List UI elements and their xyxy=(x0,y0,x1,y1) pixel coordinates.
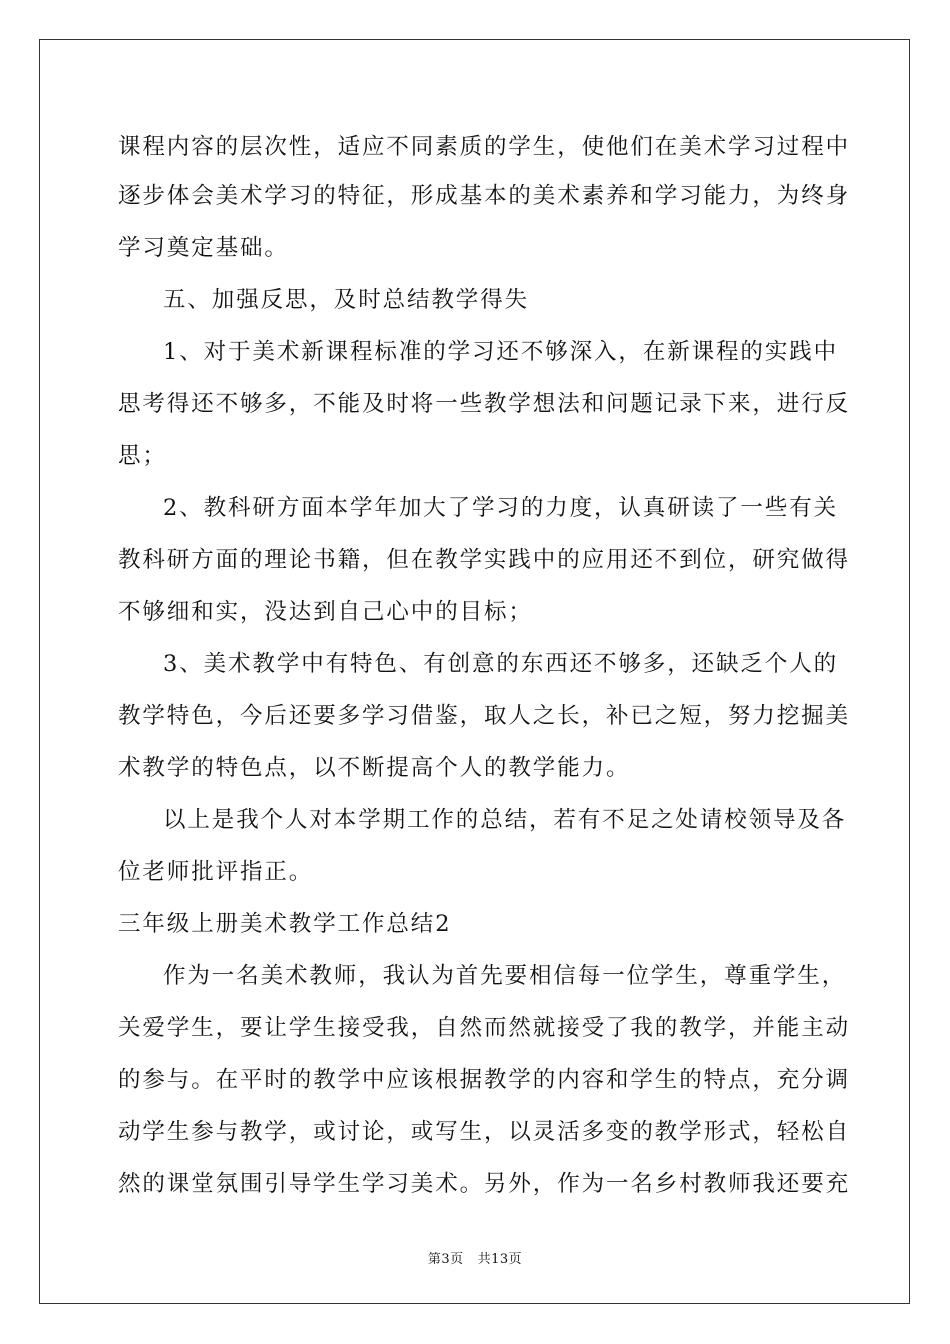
section-heading: 五、加强反思，及时总结教学得失 xyxy=(163,287,530,313)
text-line: 2、教科研方面本学年加大了学习的力度，认真研读了一些有关 xyxy=(163,495,839,521)
text-line: 学习奠定基础。 xyxy=(118,235,289,261)
text-line: 作为一名美术教师，我认为首先要相信每一位学生，尊重学生， xyxy=(163,963,847,989)
text-line: 以上是我个人对本学期工作的总结，若有不足之处请校领导及各 xyxy=(163,807,847,833)
page-footer xyxy=(0,1248,950,1267)
text-line: 动学生参与教学，或讨论，或写生，以灵活多变的教学形式，轻松自 xyxy=(118,1119,851,1145)
text-line: 不够细和实，没达到自己心中的目标； xyxy=(118,599,533,625)
text-line: 位老师批评指正。 xyxy=(118,859,314,885)
document-body xyxy=(118,124,851,1210)
text-line: 逐步体会美术学习的特征，形成基本的美术素养和学习能力，为终身 xyxy=(118,183,851,209)
page-number: 第3页 xyxy=(427,1252,464,1267)
page-total: 共13页 xyxy=(477,1252,523,1267)
text-line: 术教学的特色点，以不断提高个人的教学能力。 xyxy=(118,755,631,781)
text-line: 教科研方面的理论书籍，但在教学实践中的应用还不到位，研究做得 xyxy=(118,547,851,573)
text-line: 课程内容的层次性，适应不同素质的学生，使他们在美术学习过程中 xyxy=(118,134,851,160)
document-title: 三年级上册美术教学工作总结2 xyxy=(118,911,452,937)
text-line: 教学特色，今后还要多学习借鉴，取人之长，补已之短，努力挖掘美 xyxy=(118,703,851,729)
text-line: 关爱学生，要让学生接受我，自然而然就接受了我的教学，并能主动 xyxy=(118,1015,851,1041)
text-line: 的参与。在平时的教学中应该根据教学的内容和学生的特点，充分调 xyxy=(118,1067,851,1093)
text-line: 然的课堂氛围引导学生学习美术。另外，作为一名乡村教师我还要充 xyxy=(118,1171,851,1197)
text-line: 3、美术教学中有特色、有创意的东西还不够多，还缺乏个人的 xyxy=(163,651,839,677)
text-line: 思考得还不够多，不能及时将一些教学想法和问题记录下来，进行反 xyxy=(118,391,851,417)
text-line: 1、对于美术新课程标准的学习还不够深入，在新课程的实践中 xyxy=(163,339,839,365)
text-line: 思； xyxy=(118,443,167,469)
